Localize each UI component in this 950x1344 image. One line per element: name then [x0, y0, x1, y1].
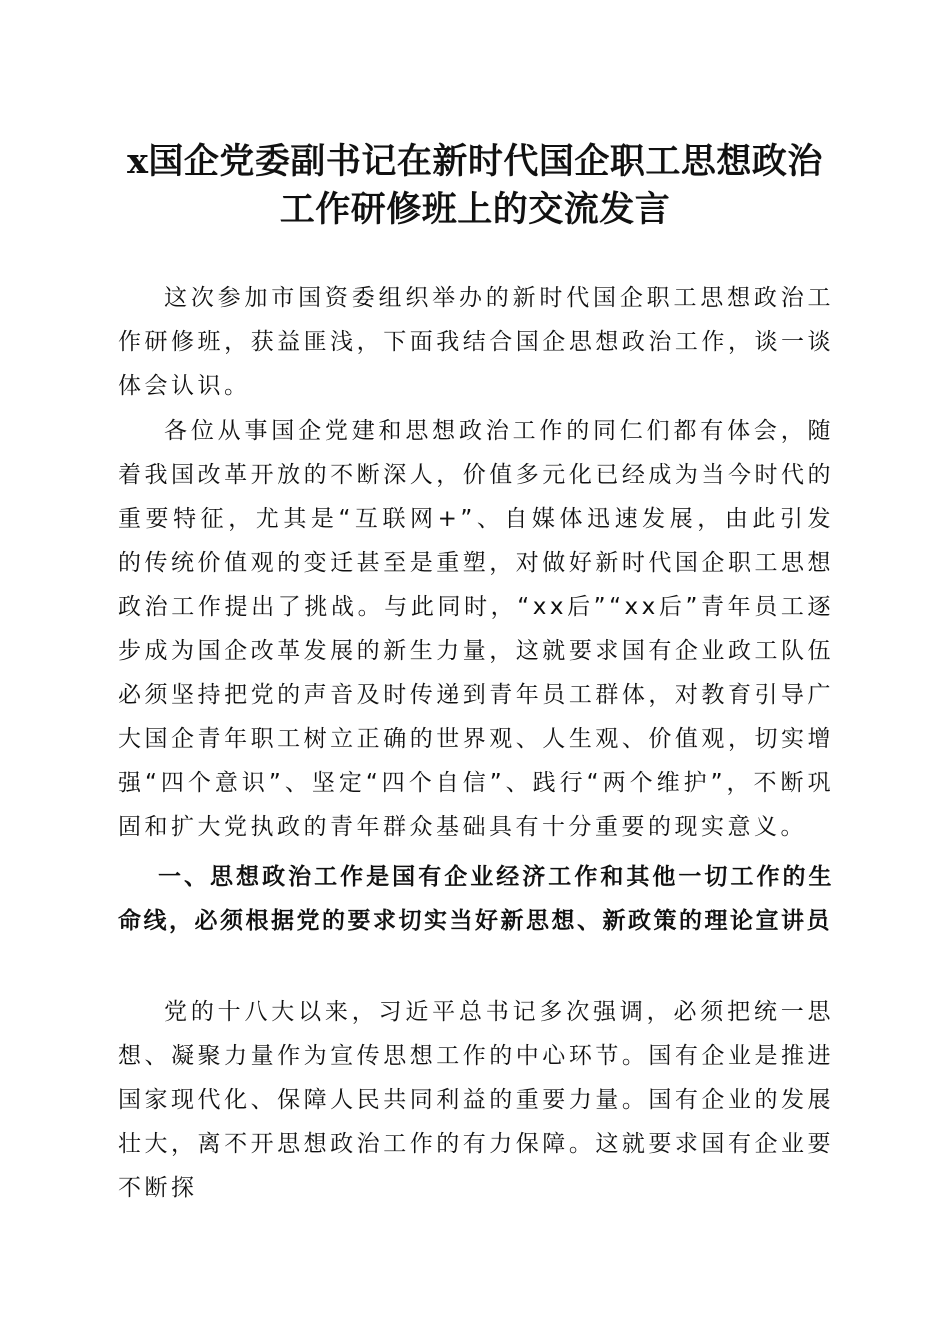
document-title-line-1: x国企党委副书记在新时代国企职工思想政治 — [127, 141, 823, 182]
document-title-line-2: 工作研修班上的交流发言 — [279, 189, 671, 230]
section-heading-1: 一、思想政治工作是国有企业经济工作和其他一切工作的生命线，必须根据党的要求切实当好新思想、新政策的理论宣讲员 — [118, 864, 834, 934]
body-paragraph-section-1: 党的十八大以来，习近平总书记多次强调，必须把统一思想、凝聚力量作为宣传思想工作的中心环节。国有企业是推进国家现代化、保障人民共同利益的重要力量。国有企业的发展壮大，离不开思想政治工作的有力保障。这就要求国有企业要不断探 — [118, 999, 834, 1201]
body-paragraph-background: 各位从事国企党建和思想政治工作的同仁们都有体会，随着我国改革开放的不断深人，价值多元化已经成为当今时代的重要特征，尤其是“互联网+”、自媒体迅速发展，由此引发的传统价值观的变迁甚至是重塑，对做好新时代国企职工思想政治工作提出了挑战。与此同时，“xx后”“xx后”青年员工逐步成为国企改革发展的新生力量，这就要求国有企业政工队伍必须坚持把党的声音及时传递到青年员工群体，对教育引导广大国企青年职工树立正确的世界观、人生观、价值观，切实增强“四个意识”、坚定“四个自信”、践行“两个维护”，不断巩固和扩大党执政的青年群众基础具有十分重要的现实意义。 — [118, 418, 834, 840]
body-paragraph-intro: 这次参加市国资委组织举办的新时代国企职工思想政治工作研修班，获益匪浅，下面我结合国企思想政治工作，谈一谈体会认识。 — [118, 285, 834, 399]
